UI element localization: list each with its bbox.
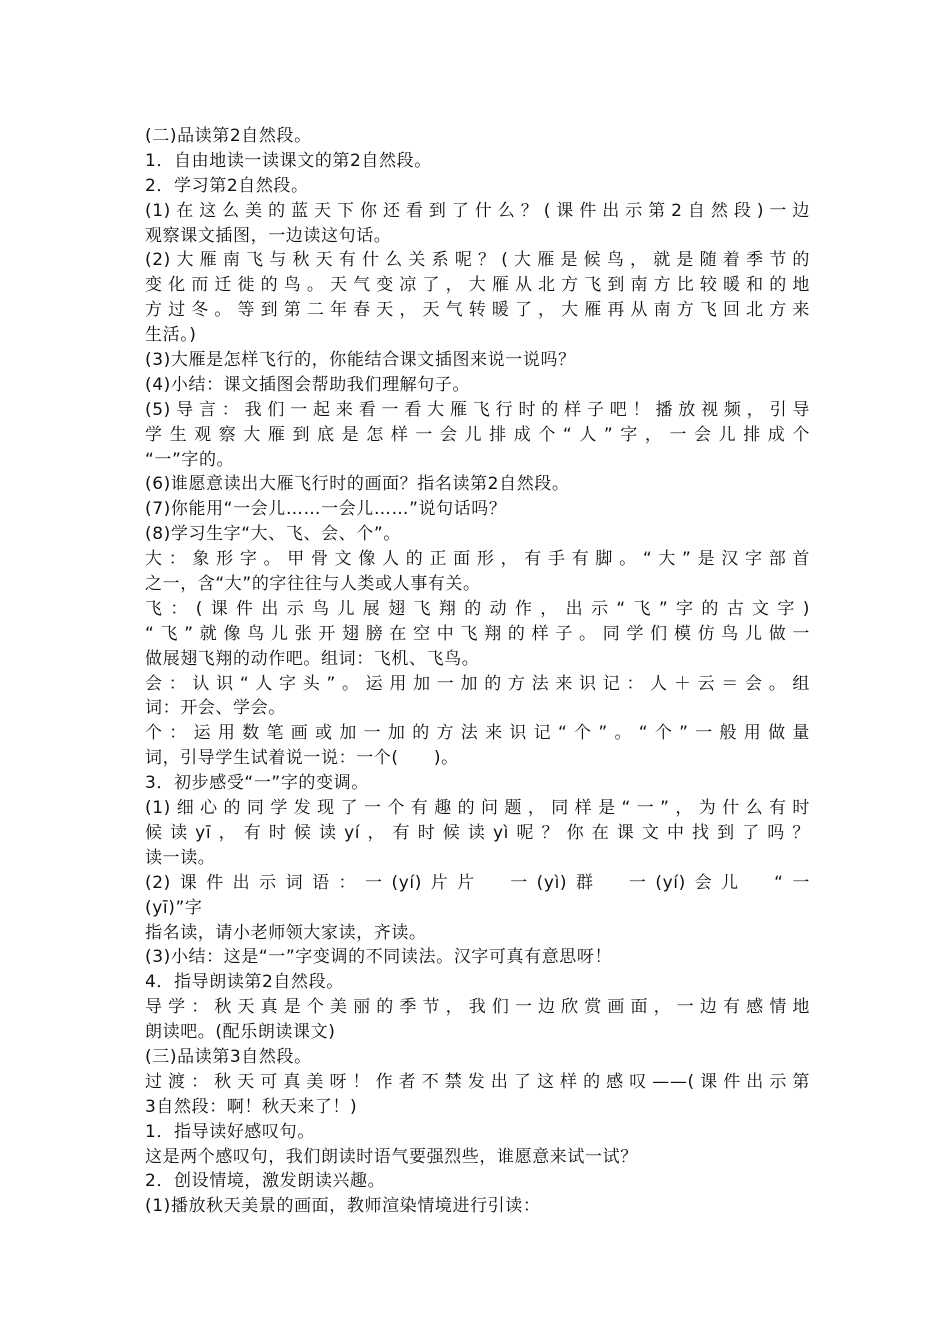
text-line: 观察课文插图，一边读这句话。 [145,225,392,246]
text-line: (1)播放秋天美景的画面，教师渲染情境进行引读： [145,1196,541,1217]
text-line: 词：开会、学会。 [145,698,286,719]
text-line: 1．自由地读一读课文的第2自然段。 [145,150,432,171]
text-line: (5)导言：我们一起来看一看大雁飞行时的样子吧！播放视频，引导 [145,399,810,420]
text-line: 生活。) [145,325,197,346]
text-line: (4)小结：课文插图会帮助我们理解句子。 [145,374,471,395]
text-line: “一”字的。 [145,449,235,470]
text-line: 导学：秋天真是个美丽的季节，我们一边欣赏画面，一边有感情地 [145,997,810,1018]
text-line: (1)在这么美的蓝天下你还看到了什么？(课件出示第2自然段)一边 [145,200,810,221]
text-line: 1．指导读好感叹句。 [145,1121,315,1142]
text-line: 指名读，请小老师领大家读，齐读。 [145,922,427,943]
text-line: 会：认识“人字头”。运用加一加的方法来识记：人＋云＝会。组 [145,673,810,694]
text-line: 做展翅飞翔的动作吧。组词：飞机、飞鸟。 [145,648,480,669]
text-line: 个：运用数笔画或加一加的方法来识记“个”。“个”一般用做量 [145,723,810,744]
text-line: (二)品读第2自然段。 [145,126,312,146]
text-line: 3自然段：啊！秋天来了！) [145,1096,358,1117]
text-line: 词，引导学生试着说一说：一个( )。 [145,748,459,769]
text-line: (yī)”字 [145,897,203,918]
text-line: 大：象形字。甲骨文像人的正面形，有手有脚。“大”是汉字部首 [145,549,810,570]
text-line: 4．指导朗读第2自然段。 [145,972,344,993]
text-line: 朗读吧。(配乐朗读课文) [145,1022,336,1043]
text-line: (3)大雁是怎样飞行的，你能结合课文插图来说一说吗？ [145,350,576,371]
text-line: “飞”就像鸟儿张开翅膀在空中飞翔的样子。同学们模仿鸟儿做一 [145,623,810,644]
text-line: (8)学习生字“大、飞、会、个”。 [145,524,401,545]
document-body [145,124,810,1219]
text-line: 变化而迁徙的鸟。天气变凉了，大雁从北方飞到南方比较暖和的地 [145,275,810,296]
text-line: (三)品读第3自然段。 [145,1046,312,1067]
text-line: (2)课件出示词语：一(yí)片片 一(yì)群 一(yí)会儿 “一 [145,872,810,893]
text-line: 3．初步感受“一”字的变调。 [145,773,369,794]
text-line: 读一读。 [145,847,216,868]
text-line: 2．创设情境，激发朗读兴趣。 [145,1171,386,1192]
text-line: (6)谁愿意读出大雁飞行时的画面？指名读第2自然段。 [145,474,570,495]
text-line: (1)细心的同学发现了一个有趣的问题，同样是“一”，为什么有时 [145,798,810,819]
text-line: (3)小结：这是“一”字变调的不同读法。汉字可真有意思呀！ [145,947,613,968]
text-line: 之一，含“大”的字往往与人类或人事有关。 [145,574,481,595]
text-line: (7)你能用“一会儿……一会儿……”说句话吗？ [145,499,507,520]
text-line: 方过冬。等到第二年春天，天气转暖了，大雁再从南方飞回北方来 [145,300,810,321]
text-line: (2)大雁南飞与秋天有什么关系呢？(大雁是候鸟，就是随着季节的 [145,250,810,271]
text-line: 2．学习第2自然段。 [145,175,309,196]
text-line: 学生观察大雁到底是怎样一会儿排成个“人”字，一会儿排成个 [145,424,810,445]
text-line: 这是两个感叹句，我们朗读时语气要强烈些，谁愿意来试一试？ [145,1146,638,1167]
text-line: 过渡：秋天可真美呀！作者不禁发出了这样的感叹——(课件出示第 [145,1071,810,1092]
text-line: 候读yī，有时候读yí，有时候读yì呢？你在课文中找到了吗？ [145,822,810,843]
text-line: 飞：(课件出示鸟儿展翅飞翔的动作，出示“飞”字的古文字) [145,598,810,619]
